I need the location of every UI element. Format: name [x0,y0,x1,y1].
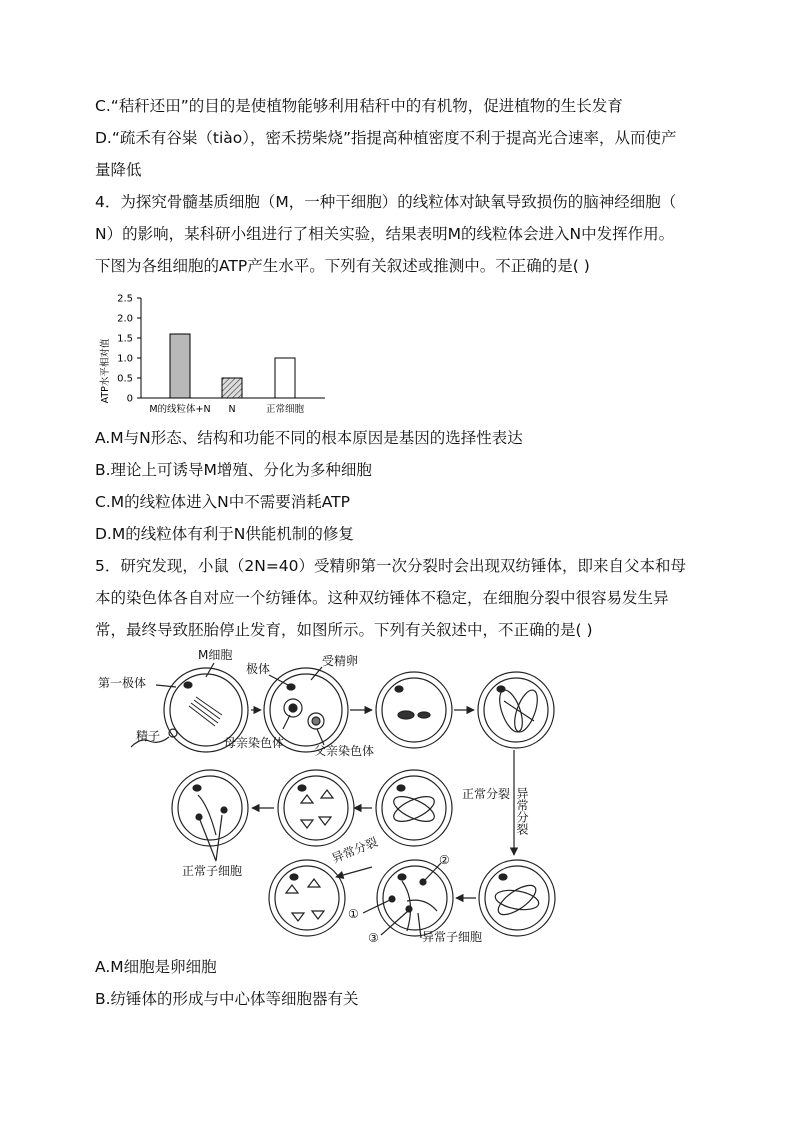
question-4-stem-2: N）的影响，某科研小组进行了相关实验，结果表明M的线粒体会进入N中发挥作用。 [95,225,675,243]
chart-ylabel: ATP水平相对值 [100,338,111,404]
label-m-cell: M细胞 [198,648,233,662]
q4-option-d: D.M的线粒体有利于N供能机制的修复 [95,525,354,543]
y-tick-label: 2.0 [117,313,133,325]
label-zygote: 受精卵 [322,654,359,668]
x-category-label: N [228,404,236,415]
bar-2 [222,378,242,398]
option-d-prev: D.“疏禾有谷粜（tiào），密禾捞柴烧”指提高种植密度不利于提高光合速率，从而使产 [95,129,677,147]
label-paternal-chr: 父亲染色体 [314,744,375,758]
option-d-prev-cont: 量降低 [95,161,142,179]
label-abnormal-div: 异常分裂 [329,834,380,866]
label-normal-div: 正常分裂 [462,787,511,801]
x-category-label: 正常细胞 [265,404,305,415]
q5-option-a: A.M细胞是卵细胞 [95,958,217,976]
q4-option-b: B.理论上可诱导M增殖、分化为多种细胞 [95,461,372,479]
question-5-stem-3: 常，最终导致胚胎停止发育，如图所示。下列有关叙述中，不正确的是( ) [95,621,593,639]
cell-stage-4 [478,672,554,748]
label-polar-body: 极体 [246,662,271,676]
question-5-stem-1: 5．研究发现，小鼠（2N=40）受精卵第一次分裂时会出现双纺锤体，即来自父本和母 [95,557,687,575]
question-4-stem-3: 下图为各组细胞的ATP产生水平。下列有关叙述或推测中。不正确的是( ) [95,257,590,275]
label-first-polar: 第一极体 [98,676,147,690]
cell-abnormal-metaphase [479,860,555,936]
label-abnormal-div-v: 异常分裂 [515,787,529,835]
label-num-2: ② [439,853,450,867]
y-tick-label: 0 [126,393,133,405]
cell-abnormal-daughters [377,860,453,936]
option-c-prev: C.“秸秆还田”的目的是使植物能够利用秸秆中的有机物，促进植物的生长发育 [95,97,623,115]
q4-option-c: C.M的线粒体进入N中不需要消耗ATP [95,493,350,511]
bar-1 [170,334,190,398]
cell-abnormal-anaphase [269,860,345,936]
cell-stage-3 [376,672,452,748]
label-abnormal-daughter: 异常子细胞 [422,930,483,944]
atp-bar-chart [95,286,335,422]
y-tick-label: 0.5 [117,373,133,385]
y-tick-label: 1.5 [117,333,133,345]
q4-option-a: A.M与N形态、结构和功能不同的根本原因是基因的选择性表达 [95,429,523,447]
label-num-1: ① [348,907,359,921]
q5-option-b: B.纺锤体的形成与中心体等细胞器有关 [95,990,359,1008]
question-5-stem-2: 本的染色体各自对应一个纺锤体。这种双纺锤体不稳定，在细胞分裂中很容易发生异 [95,589,669,607]
bar-3 [275,358,295,398]
question-4-stem-1: 4．为探究骨髓基质细胞（M，一种干细胞）的线粒体对缺氧导致损伤的脑神经细胞（ [95,193,677,211]
y-tick-label: 2.5 [117,293,133,305]
cell-normal-metaphase [376,770,452,846]
label-sperm: 精子 [136,729,161,743]
cell-division-figure [96,645,566,945]
cell-normal-anaphase [278,770,354,846]
label-normal-daughter: 正常子细胞 [182,864,243,878]
cell-normal-daughters [172,770,248,846]
label-maternal-chr: 母亲染色体 [224,736,285,750]
label-num-3: ③ [368,931,379,945]
x-category-label: M的线粒体+N [149,404,211,415]
y-tick-label: 1.0 [117,353,133,365]
